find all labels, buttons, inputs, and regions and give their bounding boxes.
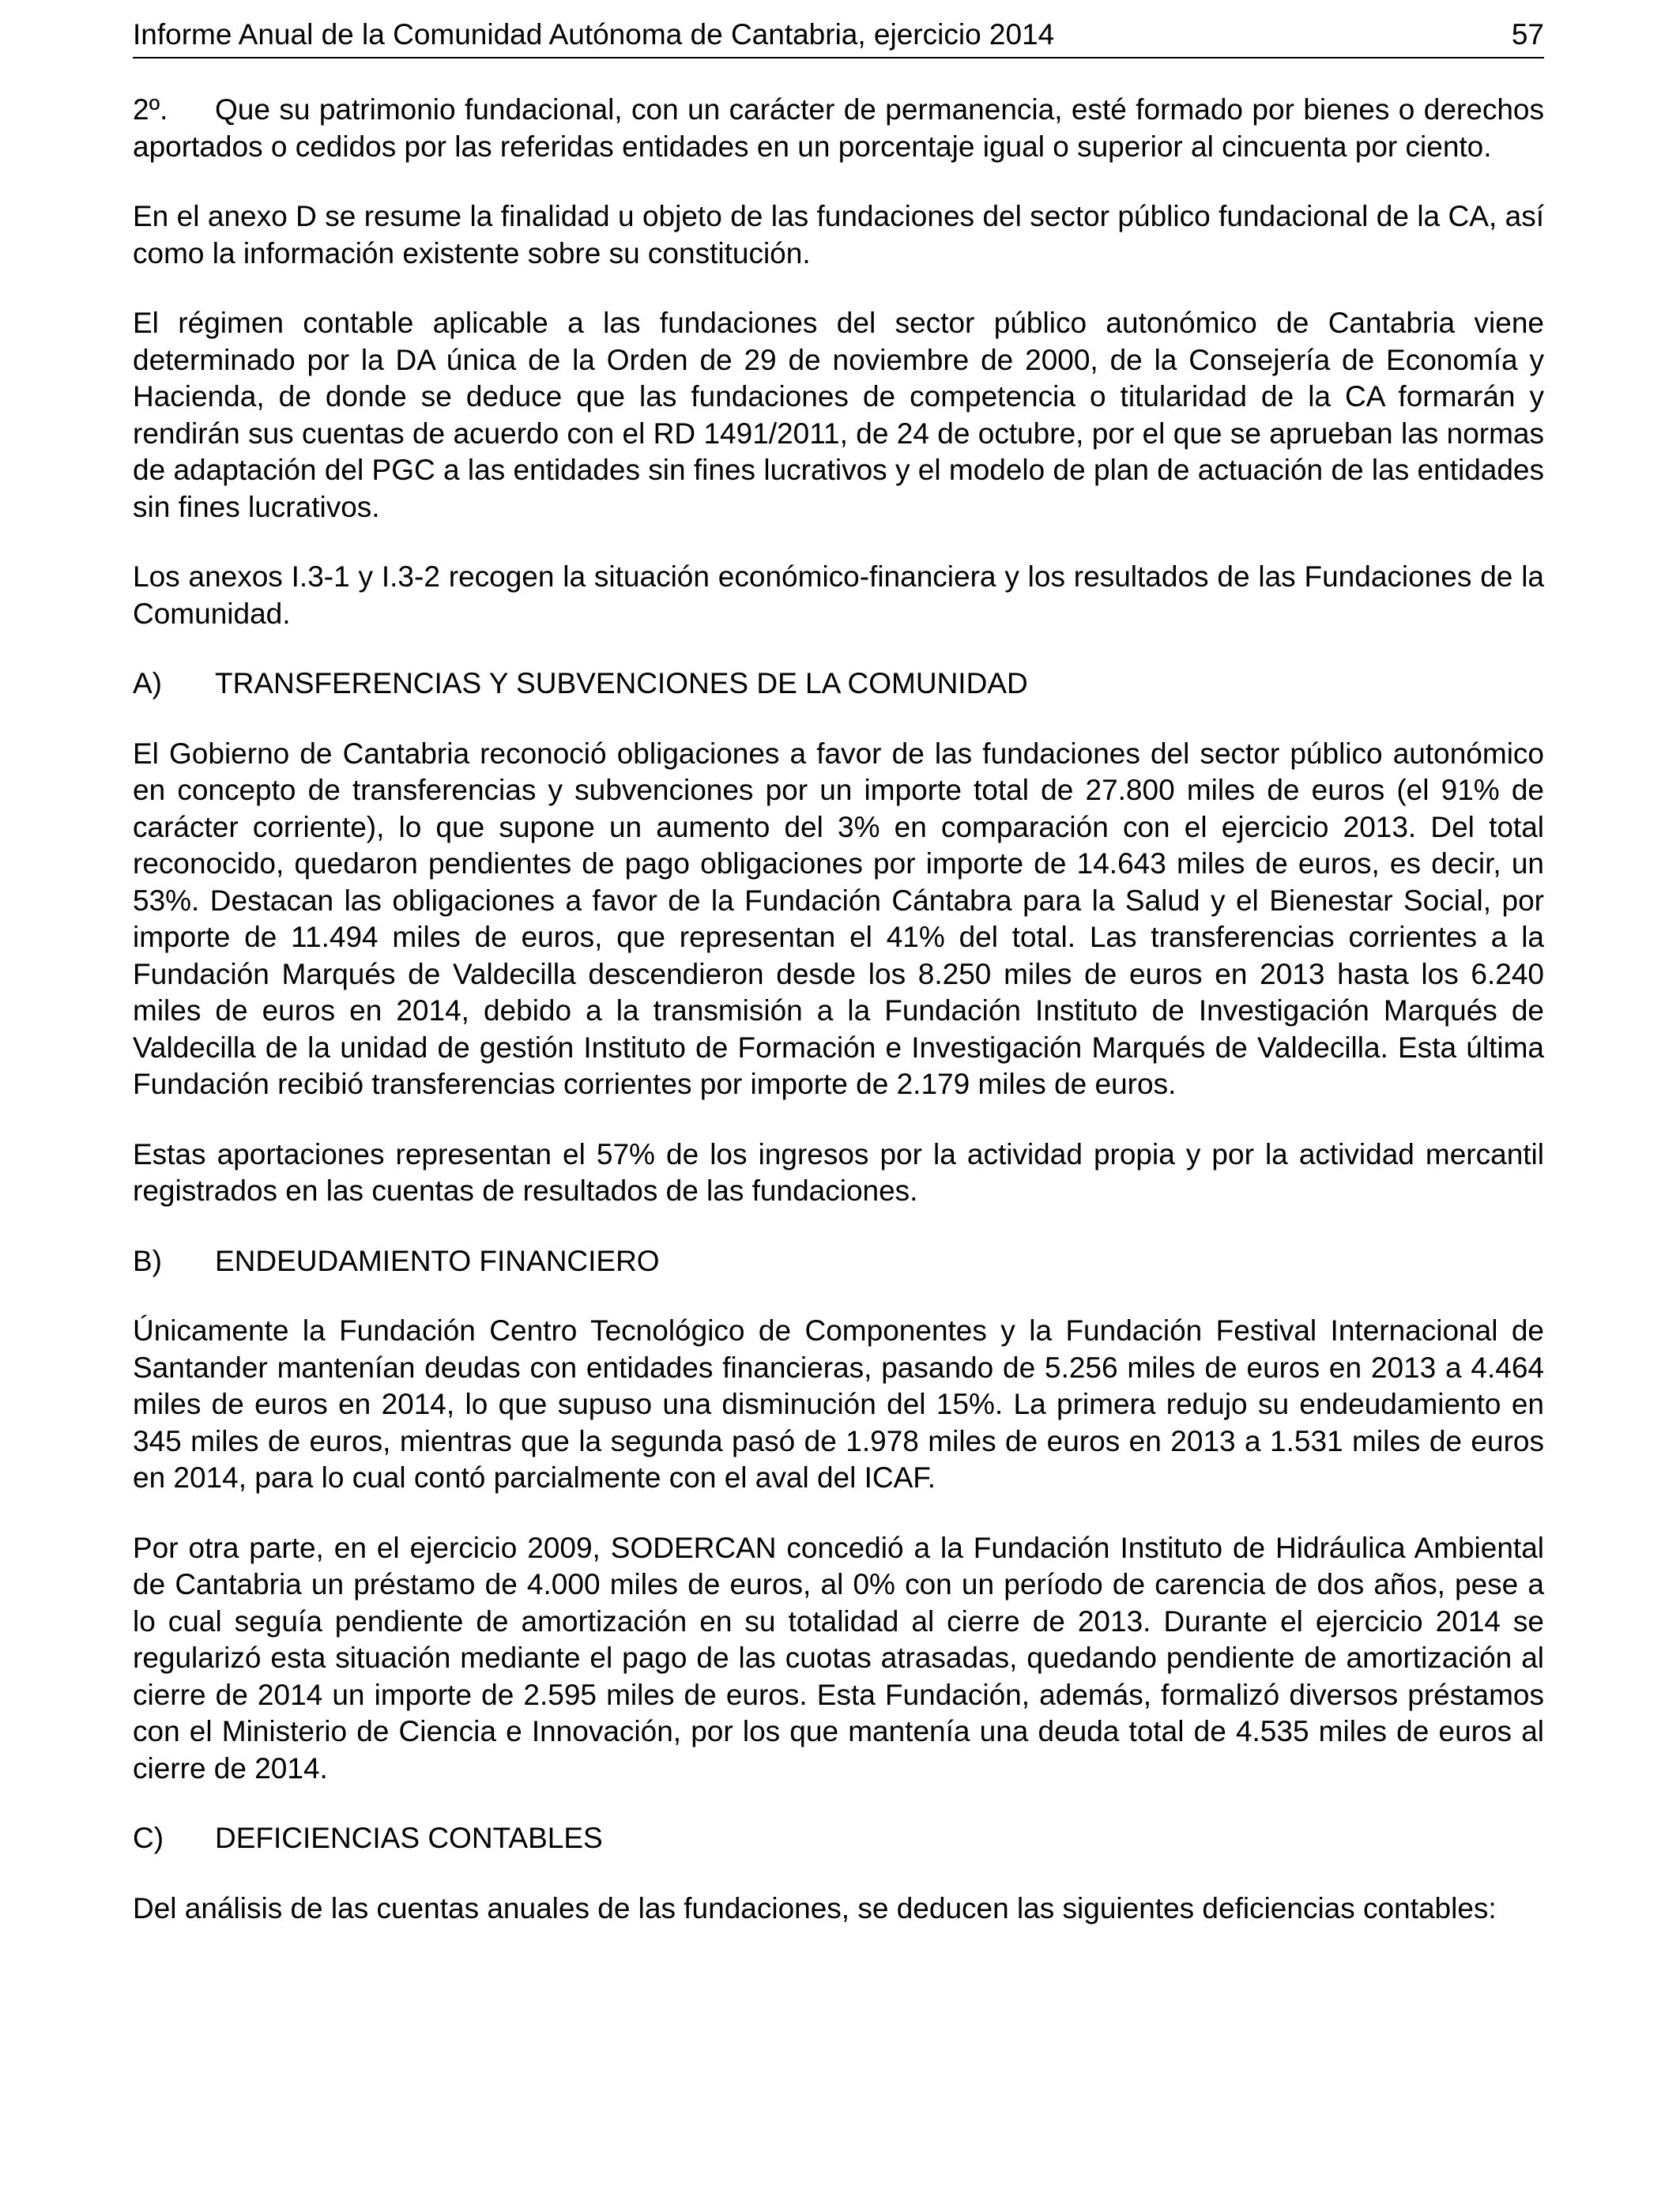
section-heading-a xyxy=(133,665,1544,703)
paragraph-annex-d: En el anexo D se resume la finalidad u objeto de las fundaciones del sector público fundacional de la CA, así como la información existente sobre su constitución. xyxy=(133,200,1544,270)
paragraph-contributions: Estas aportaciones representan el 57% de los ingresos por la actividad propia y por la actividad mercantil registrados en las cuentas de resultados de las fundaciones. xyxy=(133,1137,1544,1207)
section-title: ENDEUDAMIENTO FINANCIERO xyxy=(215,1244,660,1277)
header-title: Informe Anual de la Comunidad Autónoma de Cantabria, ejercicio 2014 xyxy=(133,18,1055,51)
section-title: DEFICIENCIAS CONTABLES xyxy=(215,1822,603,1854)
paragraph-sodercan-loan: Por otra parte, en el ejercicio 2009, SODERCAN concedió a la Fundación Instituto de Hidráulica Ambiental de Cantabria un préstamo de 4.000 miles de euros, al 0% con un período de carencia de dos años, pese a lo cual seguía pendiente de amortización en su totalidad al cierre de 2013. Durante el ejercicio 2014 se regularizó esta situación mediante el pago de las cuotas atrasadas, quedando pendiente de amortización al cierre de 2014 un importe de 2.595 miles de euros. Esta Fundación, además, formalizó diversos préstamos con el Ministerio de Ciencia e Innovación, por los que mantenía una deuda total de 4.535 miles de euros al cierre de 2014. xyxy=(133,1531,1544,1785)
numbered-item-2 xyxy=(133,92,1544,165)
item-number: 2º. xyxy=(133,93,168,126)
section-heading-b xyxy=(133,1243,1544,1280)
section-heading-c xyxy=(133,1820,1544,1857)
paragraph-accounting-regime: El régimen contable aplicable a las fundaciones del sector público autonómico de Cantabria viene determinado por la DA única de la Orden de 29 de noviembre de 2000, de la Consejería de Economía y Hacienda, de donde se deduce que las fundaciones de competencia o titularidad de la CA formarán y rendirán sus cuentas de acuerdo con el RD 1491/2011, de 24 de octubre, por el que se aprueban las normas de adaptación del PGC a las entidades sin fines lucrativos y el modelo de plan de actuación de las entidades sin fines lucrativos. xyxy=(133,307,1544,523)
section-title: TRANSFERENCIAS Y SUBVENCIONES DE LA COMUNIDAD xyxy=(215,667,1028,699)
paragraph-transfers: El Gobierno de Cantabria reconoció obligaciones a favor de las fundaciones del sector público autonómico en concepto de transferencias y subvenciones por un importe total de 27.800 miles de euros (el 91% de carácter corriente), lo que supone un aumento del 3% en comparación con el ejercicio 2013. Del total reconocido, quedaron pendientes de pago obligaciones por importe de 14.643 miles de euros, es decir, un 53%. Destacan las obligaciones a favor de la Fundación Cántabra para la Salud y el Bienestar Social, por importe de 11.494 miles de euros, que representan el 41% del total. Las transferencias corrientes a la Fundación Marqués de Valdecilla descendieron desde los 8.250 miles de euros en 2013 hasta los 6.240 miles de euros en 2014, debido a la transmisión a la Fundación Instituto de Investigación Marqués de Valdecilla de la unidad de gestión Instituto de Formación e Investigación Marqués de Valdecilla. Esta última Fundación recibió transferencias corrientes por importe de 2.179 miles de euros. xyxy=(133,737,1544,1100)
section-letter: A) xyxy=(133,667,162,699)
document-page xyxy=(133,14,1544,1960)
item-text: Que su patrimonio fundacional, con un carácter de permanencia, esté formado por bienes o derechos aportados o cedidos por las referidas entidades en un porcentaje igual o superior al cincuenta por ciento. xyxy=(133,93,1544,163)
paragraph-debt: Únicamente la Fundación Centro Tecnológico de Componentes y la Fundación Festival Internacional de Santander mantenían deudas con entidades financieras, pasando de 5.256 miles de euros en 2013 a 4.464 miles de euros en 2014, lo que supuso una disminución del 15%. La primera redujo su endeudamiento en 345 miles de euros, mientras que la segunda pasó de 1.978 miles de euros en 2013 a 1.531 miles de euros en 2014, para lo cual contó parcialmente con el aval del ICAF. xyxy=(133,1314,1544,1494)
page-number: 57 xyxy=(1511,18,1544,51)
section-letter: C) xyxy=(133,1822,164,1854)
paragraph-annexes: Los anexos I.3-1 y I.3-2 recogen la situación económico-financiera y los resultados de las Fundaciones de la Comunidad. xyxy=(133,560,1544,630)
paragraph-deficiencies: Del análisis de las cuentas anuales de las fundaciones, se deducen las siguientes deficiencias contables: xyxy=(133,1891,1497,1924)
section-letter: B) xyxy=(133,1244,162,1277)
running-header xyxy=(133,14,1544,58)
document-body xyxy=(133,92,1544,1927)
